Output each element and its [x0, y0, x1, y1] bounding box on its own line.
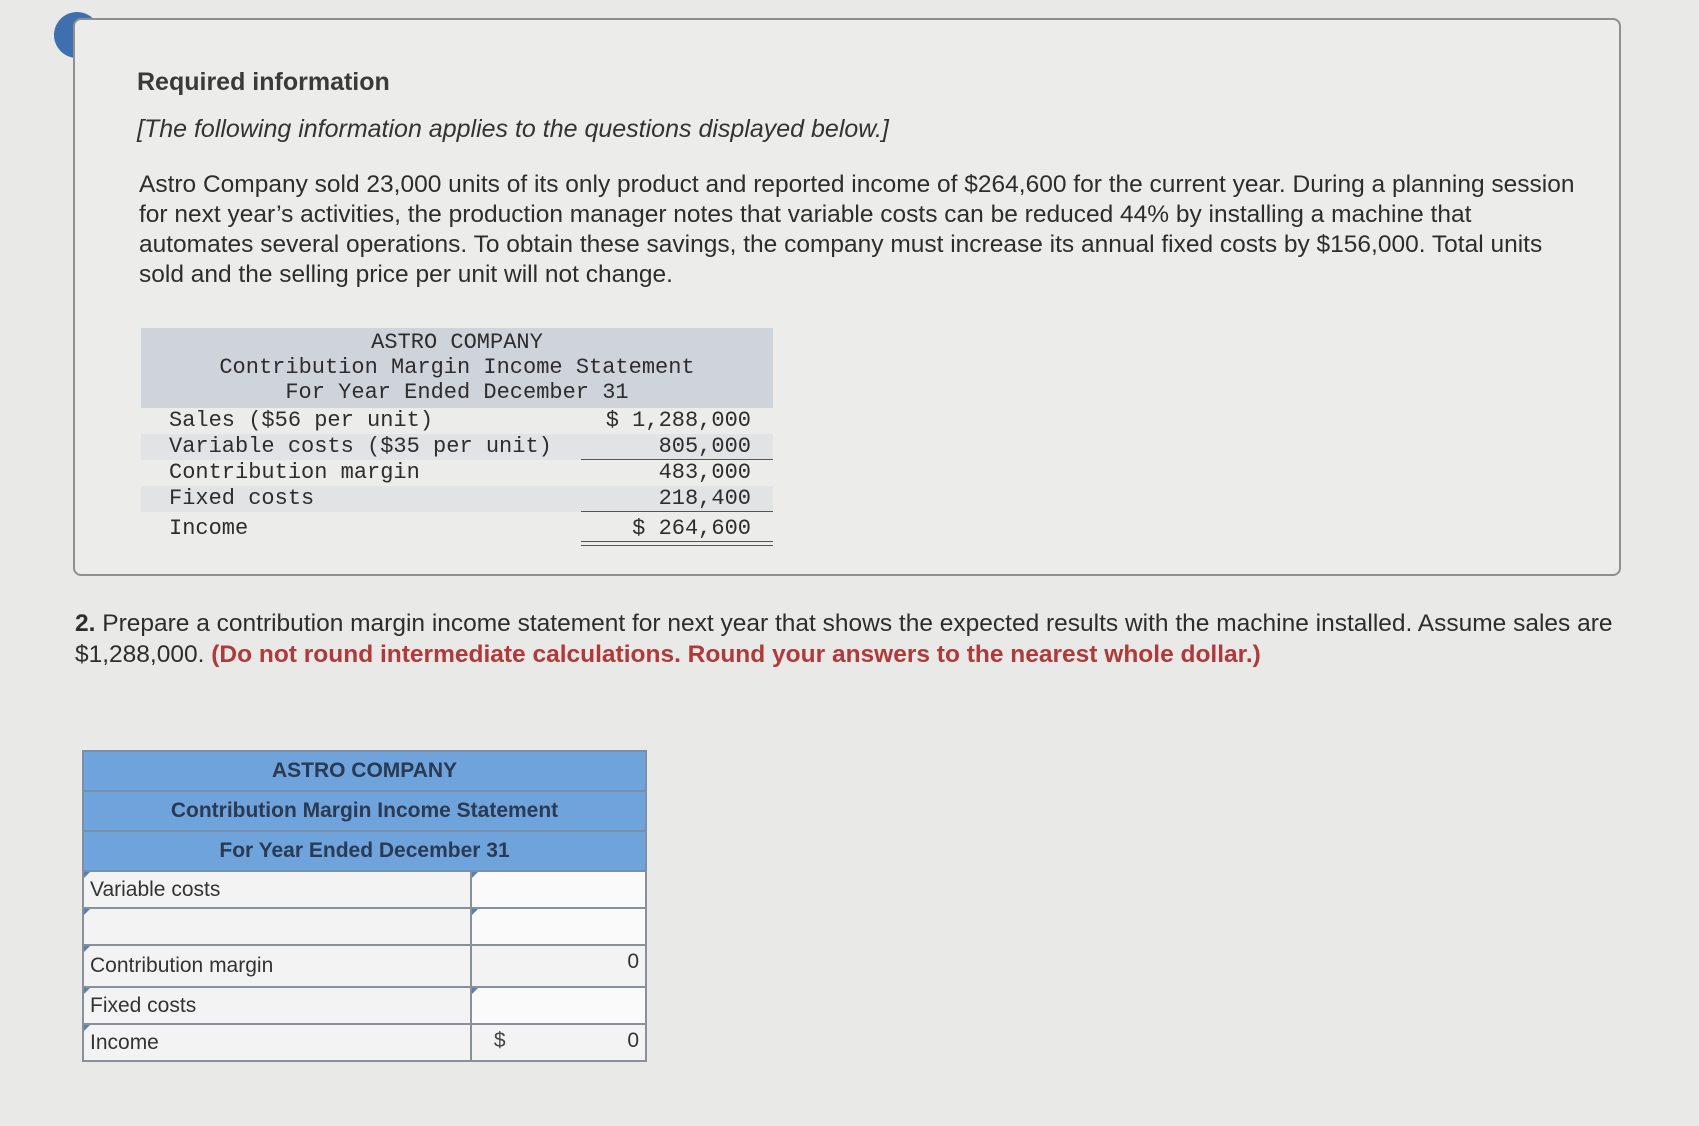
contribution-margin-label — [83, 945, 471, 987]
answer-company-header: ASTRO COMPANY — [83, 751, 646, 791]
given-row-label: Contribution margin — [169, 460, 420, 485]
question-number: 2. — [75, 610, 96, 637]
given-row-variable-costs — [141, 434, 773, 460]
question-body: Prepare a contribution margin income statement for next year that shows the expected results with the machine installed. Assume sales are $1,288,000. — [75, 610, 1613, 668]
given-row-label: Income — [169, 516, 249, 541]
given-row-label: Variable costs ($35 per unit) — [169, 434, 552, 459]
fixed-costs-amount-input[interactable] — [471, 987, 646, 1024]
blank-row-amount-input[interactable] — [471, 908, 646, 945]
given-row-value: 805,000 — [658, 434, 751, 459]
given-row-fixed-costs — [141, 486, 773, 512]
income-label-input[interactable]: Income — [83, 1024, 471, 1061]
income-value — [471, 1024, 646, 1061]
given-statement-period: For Year Ended December 31 — [285, 380, 629, 405]
question-instruction: (Do not round intermediate calculations. Round your answers to the nearest whole dollar.) — [211, 641, 1261, 668]
question-text — [75, 608, 1615, 670]
answer-row-variable-costs — [83, 871, 646, 908]
answer-period-header: For Year Ended December 31 — [83, 831, 646, 871]
income-currency-symbol: $ — [493, 1029, 506, 1052]
given-row-contribution-margin — [141, 460, 773, 486]
blank-row-label-input[interactable] — [83, 908, 471, 945]
given-statement-header — [141, 328, 773, 408]
variable-costs-amount-input[interactable] — [471, 871, 646, 908]
contribution-margin-text: Contribution margin — [90, 954, 274, 977]
variable-costs-label-input[interactable]: Variable costs — [83, 871, 471, 908]
given-row-value: 483,000 — [658, 460, 751, 485]
given-row-value: $ 264,600 — [632, 516, 751, 541]
answer-row-fixed-costs — [83, 987, 646, 1024]
contribution-margin-amount: 0 — [627, 950, 639, 973]
answer-row-income — [83, 1024, 646, 1061]
answer-title-header: Contribution Margin Income Statement — [83, 791, 646, 831]
given-income-statement — [141, 328, 773, 546]
fixed-costs-label-input[interactable]: Fixed costs — [83, 987, 471, 1024]
given-statement-company: ASTRO COMPANY — [371, 330, 543, 355]
given-row-value: 218,400 — [658, 486, 751, 511]
income-amount: 0 — [627, 1029, 639, 1052]
given-row-label: Sales ($56 per unit) — [169, 408, 434, 433]
required-information-panel — [73, 18, 1621, 576]
required-information-note: [The following information applies to the questions displayed below.] — [137, 115, 889, 143]
answer-row-blank — [83, 908, 646, 945]
problem-description: Astro Company sold 23,000 units of its only product and reported income of $264,600 for the current year. During a planning session for next year’s activities, the production manager notes that variable costs can be reduced 44% by installing a machine that automates several operations. To obtain these savings, the company must increase its annual fixed costs by $156,000. Total units sold and the selling price per unit will not change. — [139, 171, 1575, 288]
answer-income-statement — [82, 750, 647, 1062]
given-row-label: Fixed costs — [169, 486, 315, 511]
given-row-income — [141, 512, 773, 546]
contribution-margin-value — [471, 945, 646, 987]
required-information-title: Required information — [137, 68, 390, 96]
answer-row-contribution-margin — [83, 945, 646, 987]
given-row-value: $ 1,288,000 — [605, 408, 751, 433]
given-statement-title: Contribution Margin Income Statement — [219, 355, 695, 380]
given-row-sales — [141, 408, 773, 434]
